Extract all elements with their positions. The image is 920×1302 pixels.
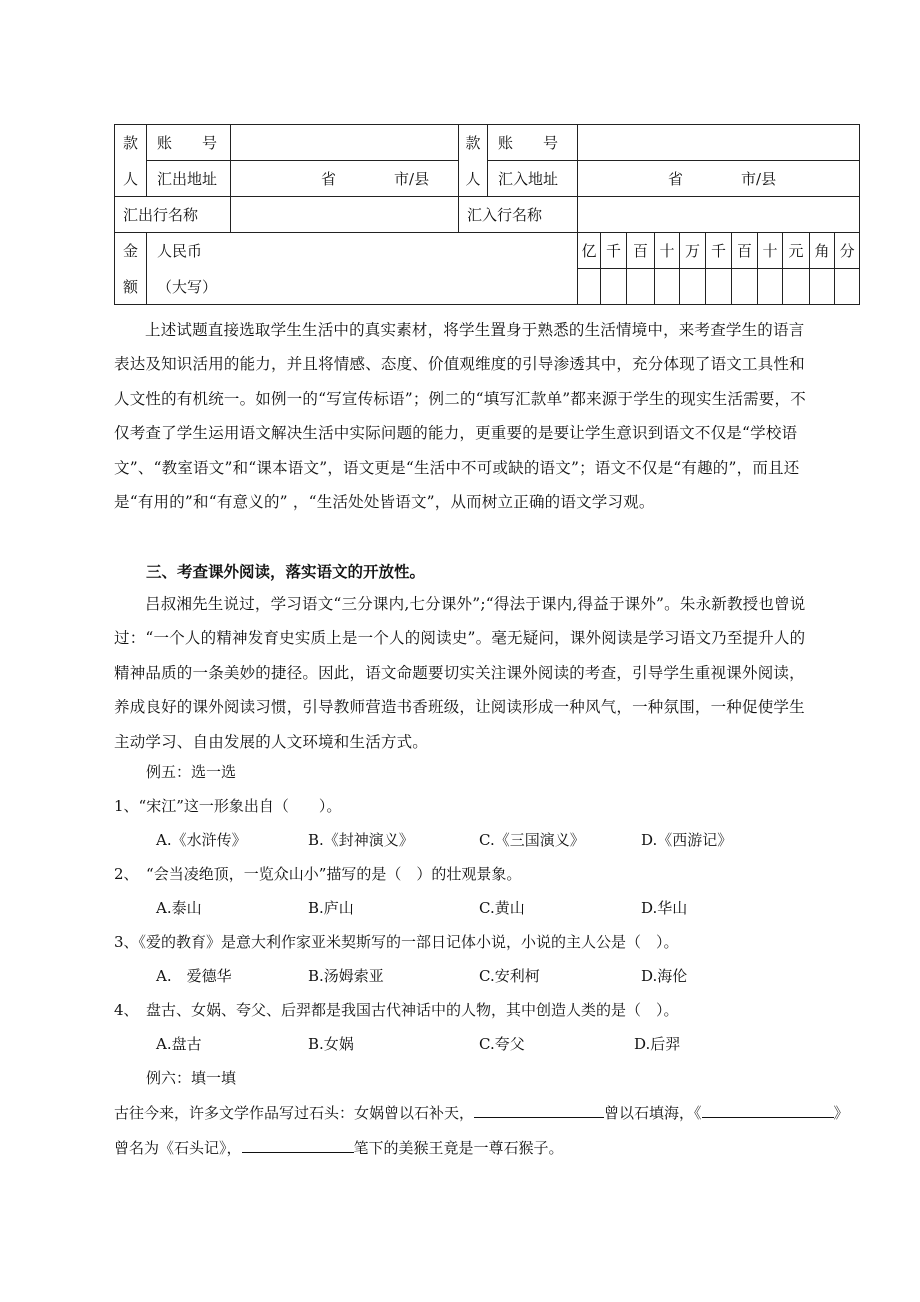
uppercase-label: （大写）	[147, 269, 578, 305]
fill-text-1a: 古往今来，许多文学作品写过石头：女娲曾以石补天，	[114, 1104, 475, 1122]
reading-paragraph: 吕叔湘先生说过，学习语文“三分课内,七分课外”;“得法于课内,得益于课外”。朱永新教授也曾说过：“一个人的精神发育史实质上是一个人的阅读史”。毫无疑问，课外阅读是学习语文乃至提升人的精神品质的一条美妙的捷径。因此，语文命题要切实关注课外阅读的考查，引导学生重视课外阅读，养成良好的课外阅读习惯，引导教师营造书香班级，让阅读形成一种风气，一种氛围，一种促使学生主动学习、自由发展的人文环境和生活方式。	[114, 595, 806, 751]
digit-cell[interactable]	[578, 269, 601, 305]
q1-option-c[interactable]: C.《三国演义》	[479, 831, 585, 849]
payee-account-input[interactable]	[578, 125, 860, 161]
q2-option-d[interactable]: D.华山	[641, 899, 688, 917]
q4-option-d[interactable]: D.后羿	[634, 1035, 681, 1053]
q3-option-b[interactable]: B.汤姆索亚	[308, 967, 384, 985]
digit-cell[interactable]	[655, 269, 680, 305]
fill-text-2b: 笔下的美猴王竟是一尊石猴子。	[353, 1139, 564, 1157]
unit-jiao: 角	[810, 233, 835, 269]
q4-option-b[interactable]: B.女娲	[308, 1035, 354, 1053]
receive-bank-input[interactable]	[578, 197, 860, 233]
digit-cell[interactable]	[627, 269, 655, 305]
unit-yi: 亿	[578, 233, 601, 269]
amount-label-2: 额	[115, 269, 147, 305]
unit-shi-2: 十	[758, 233, 783, 269]
unit-fen: 分	[835, 233, 860, 269]
city-label: 市/县	[394, 170, 430, 188]
payee-label: 款	[459, 125, 488, 161]
fill-text-1b: 曾以石填海，《	[604, 1104, 702, 1122]
remittance-form-table	[114, 124, 860, 305]
blank-1[interactable]	[474, 1103, 604, 1118]
payer-account-input[interactable]	[231, 125, 459, 161]
digit-cell[interactable]	[783, 269, 810, 305]
reading-paragraph-container	[114, 587, 814, 759]
unit-bai-2: 百	[732, 233, 758, 269]
q3-option-c[interactable]: C.安利柯	[479, 967, 540, 985]
q1-option-a[interactable]: A.《水浒传》	[156, 831, 247, 849]
fill-text-2a: 曾名为《石头记》，	[114, 1139, 242, 1157]
unit-wan: 万	[680, 233, 706, 269]
q2-option-b[interactable]: B.庐山	[308, 899, 354, 917]
digit-cell[interactable]	[732, 269, 758, 305]
fill-line-1	[114, 1102, 849, 1123]
unit-bai-1: 百	[627, 233, 655, 269]
question-3: 3、《爱的教育》是意大利作家亚米契斯写的一部日记体小说，小说的主人公是（ ）。	[114, 933, 679, 951]
q3-option-a[interactable]: A. 爱德华	[156, 967, 232, 985]
example5-title: 例五：选一选	[146, 763, 237, 781]
province-label: 省	[321, 170, 337, 188]
digit-cell[interactable]	[810, 269, 835, 305]
payer-account-label: 账 号	[147, 125, 231, 161]
unit-yuan: 元	[783, 233, 810, 269]
receive-address-input[interactable]	[578, 161, 860, 197]
send-address-label: 汇出地址	[147, 161, 231, 197]
digit-cell[interactable]	[835, 269, 860, 305]
analysis-paragraph-container	[114, 313, 814, 519]
city-label-2: 市/县	[741, 170, 777, 188]
unit-shi-1: 十	[655, 233, 680, 269]
digit-cell[interactable]	[758, 269, 783, 305]
payee-account-label: 账 号	[488, 125, 578, 161]
amount-label: 金	[115, 233, 147, 269]
question-2: 2、 “会当凌绝顶，一览众山小”描写的是（ ）的壮观景象。	[114, 865, 522, 883]
question-1: 1、“宋江”这一形象出自（ ）。	[114, 797, 342, 815]
digit-cell[interactable]	[706, 269, 732, 305]
q4-option-a[interactable]: A.盘古	[156, 1035, 202, 1053]
q2-option-a[interactable]: A.泰山	[156, 899, 202, 917]
receive-address-label: 汇入地址	[488, 161, 578, 197]
analysis-paragraph: 上述试题直接选取学生生活中的真实素材，将学生置身于熟悉的生活情境中，来考查学生的语言表达及知识活用的能力，并且将情感、态度、价值观维度的引导渗透其中，充分体现了语文工具性和人文性的有机统一。如例一的“写宣传标语”；例二的“填写汇款单”都来源于学生的现实生活需要，不仅考查了学生运用语文解决生活中实际问题的能力，更重要的是要让学生意识到语文不仅是“学校语文”、“教室语文”和“课本语文”，语文更是“生活中不可或缺的语文”；语文不仅是“有趣的”，而且还是“有用的”和“有意义的” ，“生活处处皆语文”，从而树立正确的语文学习观。	[114, 321, 806, 512]
section-heading: 三、考查课外阅读，落实语文的开放性。	[146, 563, 426, 581]
fill-line-2	[114, 1137, 564, 1158]
unit-qian-2: 千	[706, 233, 732, 269]
q1-option-d[interactable]: D.《西游记》	[641, 831, 733, 849]
province-label-2: 省	[668, 170, 684, 188]
receive-bank-label: 汇入行名称	[459, 197, 578, 233]
payer-label-2: 人	[115, 161, 147, 197]
q3-option-d[interactable]: D.海伦	[641, 967, 688, 985]
unit-qian-1: 千	[601, 233, 627, 269]
currency-label: 人民币	[147, 233, 578, 269]
payee-label-2: 人	[459, 161, 488, 197]
digit-cell[interactable]	[601, 269, 627, 305]
q1-option-b[interactable]: B.《封神演义》	[308, 831, 414, 849]
fill-text-1c: 》	[833, 1104, 849, 1122]
q2-option-c[interactable]: C.黄山	[479, 899, 525, 917]
send-address-input[interactable]	[231, 161, 459, 197]
example6-title: 例六：填一填	[146, 1069, 237, 1087]
blank-3[interactable]	[242, 1138, 354, 1153]
payer-label: 款	[115, 125, 147, 161]
q4-option-c[interactable]: C.夸父	[479, 1035, 525, 1053]
blank-2[interactable]	[702, 1103, 834, 1118]
send-bank-input[interactable]	[231, 197, 459, 233]
question-4: 4、 盘古、女娲、夸父、后羿都是我国古代神话中的人物，其中创造人类的是（ ）。	[114, 1001, 679, 1019]
send-bank-label: 汇出行名称	[115, 197, 231, 233]
digit-cell[interactable]	[680, 269, 706, 305]
